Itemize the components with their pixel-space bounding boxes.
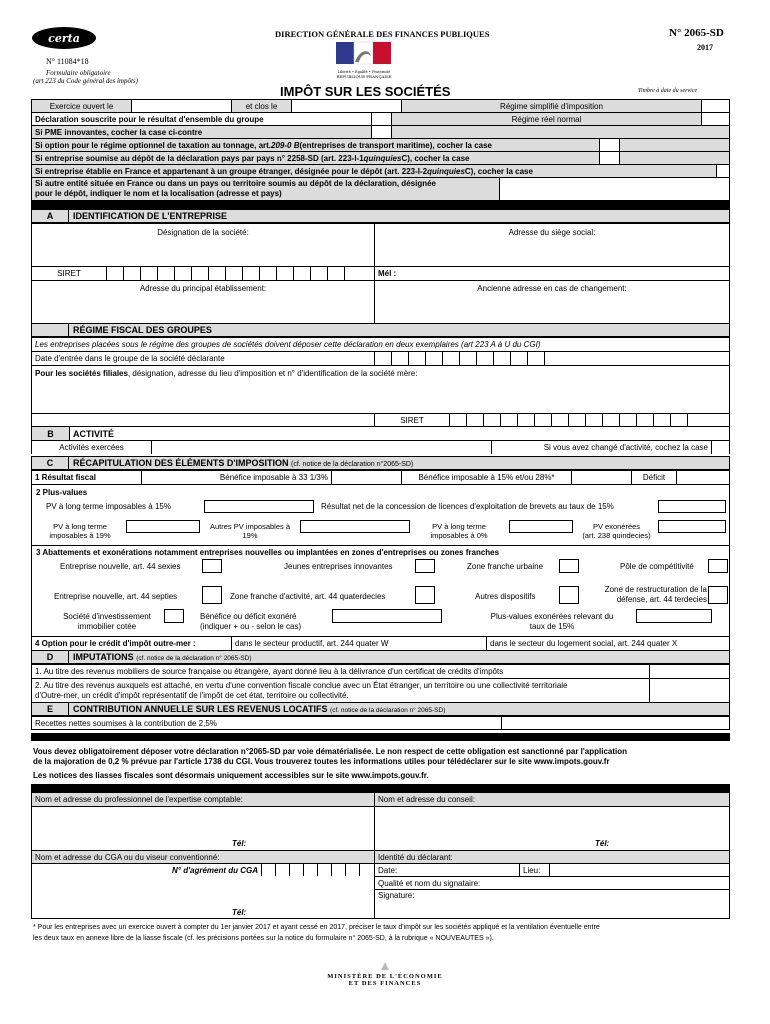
deficit-label: Déficit — [632, 471, 677, 484]
section-c-header: C RÉCAPITULATION DES ÉLÉMENTS D'IMPOSITION (cf. notice de la déclaration n°2065-SD) — [31, 456, 730, 470]
cbc-checkbox[interactable] — [600, 152, 620, 164]
accountant-label: Nom et adresse du professionnel de l'expertise comptable: — [32, 793, 375, 806]
profit-33-input[interactable] — [332, 471, 402, 484]
marianne-logo: Liberté • Égalité • Fraternité RÉPUBLIQUE FRANÇAISE — [333, 40, 395, 82]
lt-0-label: PV à long terme imposables à 0% — [430, 522, 488, 540]
new-44-sexies-label: Entreprise nouvelle, art. 44 sexies — [60, 562, 181, 571]
overseas-credit-row — [31, 636, 730, 650]
profit-33-label: Bénéfice imposable à 33 1/3% — [142, 471, 332, 484]
lt-0-input[interactable] — [509, 520, 573, 533]
exercise-open-date[interactable] — [132, 100, 232, 112]
fiscal-result-label: 1 Résultat fiscal — [32, 471, 142, 484]
advisor-tel[interactable]: Tél: — [595, 838, 610, 848]
exercise-row — [31, 99, 730, 112]
new-44-septies-checkbox[interactable] — [202, 586, 222, 604]
exercise-open-label: Exercice ouvert le — [32, 100, 132, 112]
advisor-label: Nom et adresse du conseil: — [378, 795, 475, 804]
date-stamp-label: Timbre à date du service — [638, 88, 698, 94]
date-label[interactable]: Date: — [375, 864, 520, 876]
gains-15-label: Plus-values exonérées relevant du taux de 15% — [490, 612, 614, 631]
signature-row — [31, 889, 730, 919]
reit-label: Société d'investissement immobilier cotée — [63, 612, 151, 631]
section-e-header: E CONTRIBUTION ANNUELLE SUR LES REVENUS LOCATIFS (cf. notice de la déclaration n° 2065-SD) — [31, 702, 730, 716]
group-note: Les entreprises placées sous le régime des groupes de sociétés doivent déposer cette déclaration en deux exemplaires (art 223 A à U du CGI) — [35, 340, 541, 349]
new-44-sexies-checkbox[interactable] — [202, 559, 222, 573]
siret-grid[interactable] — [107, 267, 375, 280]
lt-15-input[interactable] — [204, 500, 314, 513]
form-year: 2017 — [697, 43, 713, 52]
overall-result-checkbox[interactable] — [372, 113, 392, 125]
capital-gains-block — [31, 484, 730, 545]
designation-label[interactable]: Désignation de la société: — [32, 224, 375, 266]
cga-label: Nom et adresse du CGA ou du viseur conventionné: — [32, 851, 375, 863]
overall-result-row — [31, 112, 730, 125]
signature-label[interactable]: Signature: — [375, 889, 729, 918]
pme-row — [31, 125, 730, 138]
cga-tel[interactable]: Tél: — [32, 889, 375, 918]
other-19-input[interactable] — [300, 520, 410, 533]
company-names-row — [31, 223, 730, 266]
lt-19-label: PV à long terme imposables à 19% — [49, 522, 111, 540]
tel-row — [31, 836, 730, 850]
lt-15-label: PV à long terme imposables à 15% — [46, 502, 171, 511]
signatory-label[interactable]: Qualité et nom du signataire: — [375, 876, 729, 889]
tonnage-row — [31, 138, 730, 151]
competitiveness-label: Pôle de compétitivité — [620, 562, 694, 571]
urban-zone-label: Zone franche urbaine — [467, 562, 544, 571]
section-b-header: B ACTIVITÉ — [31, 426, 730, 440]
activity-row — [31, 440, 730, 454]
urban-zone-checkbox[interactable] — [559, 559, 579, 573]
pme-label: Si PME innovantes, cocher la case ci-contre — [32, 126, 372, 138]
other-devices-label: Autres dispositifs — [475, 592, 536, 601]
section-d-header: D IMPUTATIONS (cf. notice de la déclaration n° 2065-SD) — [31, 650, 730, 664]
old-address-label[interactable]: Ancienne adresse en cas de changement: — [477, 284, 627, 293]
new-44-septies-label: Entreprise nouvelle, art. 44 septies — [54, 592, 178, 601]
activities-label: Activités exercées — [32, 441, 152, 454]
allowances-block — [31, 545, 730, 636]
patents-label: Résultat net de la concession de licences d'exploitation de brevets au taux de 15% — [321, 502, 614, 511]
parent-siret-grid[interactable] — [450, 414, 729, 426]
imputation-1-input[interactable] — [650, 665, 729, 678]
activity-zone-checkbox[interactable] — [415, 586, 435, 604]
siret-label: SIRET — [32, 267, 107, 280]
social-housing-label[interactable]: dans le secteur du logement social, art. 244 quater X — [490, 639, 678, 648]
exempt-gains-label: PV exonérées (art. 238 quindecies) — [582, 522, 651, 540]
other-entity-input[interactable] — [500, 178, 729, 200]
place-label: Lieu: — [520, 864, 550, 876]
addresses-row — [31, 280, 730, 323]
imputation-1-row — [31, 664, 730, 678]
approval-row — [31, 863, 730, 876]
subsidiaries-row — [31, 365, 730, 413]
group-regime-header: RÉGIME FISCAL DES GROUPES — [31, 323, 730, 337]
ministry-logo: MINISTÈRE DE L'ÉCONOMIE ET DES FINANCES — [300, 962, 470, 987]
rental-receipts-label: Recettes nettes soumises à la contribution de 2,5% — [32, 717, 502, 729]
entry-date-grid[interactable] — [375, 352, 545, 365]
pme-checkbox[interactable] — [372, 126, 392, 138]
declarant-label: Identité du déclarant: — [378, 852, 453, 862]
reit-checkbox[interactable] — [164, 609, 184, 623]
regime-simple-checkbox[interactable] — [702, 100, 729, 112]
other-entity-label: Si autre entité située en France ou dans un pays ou territoire soumis au dépôt de la déclaration, désignée pour le dépôt, indiquer le nom et la localisation (adresse et pays) — [32, 178, 500, 200]
activities-input[interactable] — [152, 441, 492, 454]
mandatory-label: Formulaire obligatoire — [46, 69, 111, 77]
regime-real-label: Régime réel normal — [392, 113, 702, 125]
other-entity-row — [31, 177, 730, 201]
young-innov-label: Jeunes entreprises innovantes — [284, 562, 393, 571]
gains-15-input[interactable] — [636, 609, 712, 623]
profit-15-label: Bénéfice imposable à 15% et/ou 28%* — [402, 471, 572, 484]
direction-title: DIRECTION GÉNÉRALE DES FINANCES PUBLIQUES — [275, 29, 490, 39]
tonnage-checkbox[interactable] — [600, 139, 620, 151]
regime-simple-label: Régime simplifié d'imposition — [402, 100, 702, 112]
cga-approval-label: N° d'agrément du CGA — [32, 864, 262, 876]
exercise-closed-date[interactable] — [292, 100, 402, 112]
main-address-label[interactable]: Adresse du principal établissement: — [32, 281, 375, 323]
tonnage-label: Si option pour le régime optionnel de taxation au tonnage, art. 209-0 B (entreprises de transport maritime), cocher la case — [32, 139, 600, 151]
overall-result-label: Déclaration souscrite pour le résultat d'ensemble du groupe — [32, 113, 372, 125]
page-title: IMPÔT SUR LES SOCIÉTÉS — [280, 84, 451, 99]
place-input[interactable] — [550, 864, 729, 876]
competitiveness-checkbox[interactable] — [708, 559, 728, 573]
section-a-header: A IDENTIFICATION DE L'ENTREPRISE — [31, 209, 730, 223]
foreign-group-row — [31, 164, 730, 177]
defense-zone-label: Zone de restructuration de la défense, art. 44 terdecies — [604, 585, 707, 604]
advisor-input[interactable] — [375, 807, 729, 836]
foreign-group-label: Si entreprise établie en France et appartenant à un groupe étranger, désignée pour le dépôt (art. 223-I-2 quinquies C), cocher la case — [32, 165, 717, 177]
imputation-2-row — [31, 678, 730, 702]
contacts-input-row — [31, 806, 730, 836]
deficit-input[interactable] — [677, 471, 729, 484]
capital-gains-label: 2 Plus-values — [36, 488, 88, 497]
ministry-emblem-icon — [375, 962, 395, 972]
activity-zone-label: Zone franche d'activité, art. 44 quaterdecies — [230, 592, 386, 601]
certa-logo: certa — [32, 27, 96, 49]
exempt-profit-input[interactable] — [332, 609, 442, 623]
entry-date-row — [31, 351, 730, 365]
cbc-label: Si entreprise soumise au dépôt de la déclaration pays par pays n° 2258-SD (art. 223-I-1 quinquies C), cocher la case — [32, 152, 600, 164]
other-19-label: Autres PV imposables à 19% — [209, 522, 291, 540]
changed-activity-checkbox[interactable] — [712, 441, 729, 454]
parent-siret-row — [31, 413, 730, 426]
exempt-gains-input[interactable] — [658, 520, 726, 533]
defense-zone-checkbox[interactable] — [708, 586, 728, 604]
foreign-group-checkbox[interactable] — [717, 165, 729, 177]
siret-row — [31, 266, 730, 280]
parent-siret-label: SIRET — [375, 414, 450, 426]
exempt-profit-label: Bénéfice ou déficit exonéré (indiquer + ou - selon le cas) — [200, 612, 302, 631]
imputation-1-label: 1. Au titre des revenus mobiliers de source française ou étrangère, ayant donné lieu à la délivrance d'un certificat de crédits d'impôts — [32, 665, 650, 678]
regime-real-checkbox[interactable] — [702, 113, 729, 125]
rental-row — [31, 716, 730, 730]
contacts-header-row — [31, 792, 730, 806]
productive-sector-label[interactable]: dans le secteur productif, art. 244 quater W — [232, 637, 487, 650]
cga-approval-grid[interactable] — [262, 864, 375, 876]
entry-date-label: Date d'entrée dans le groupe de la société déclarante — [32, 352, 375, 365]
accountant-tel[interactable]: Tél: — [32, 836, 375, 850]
imputation-2-input[interactable] — [650, 679, 729, 702]
allowances-label: 3 Abattements et exonérations notamment entreprises nouvelles ou implantées en zones d'entreprises ou zones franches — [36, 548, 500, 557]
group-note-row — [31, 337, 730, 351]
form-reference: N° 11084*18 — [46, 57, 89, 66]
hq-address-label[interactable]: Adresse du siège social: — [508, 228, 596, 237]
signatory-row — [31, 876, 730, 889]
fiscal-result-row — [31, 470, 730, 484]
young-innov-checkbox[interactable] — [415, 559, 435, 573]
profit-15-input[interactable] — [572, 471, 632, 484]
exercise-closed-label: et clos le — [232, 100, 292, 112]
footnote: * Pour les entreprises avec un exercice ouvert à compter du 1er janvier 2017 et ayant cessé en 2017, préciser le taux d'impôt sur les sociétés appliqué et la ventilation éventuelle entre les deux taux en annexe libre de la liasse fiscale (cf. les précisions portées sur la notice du formulaire n° 2065-SD, à la rubrique « NOUVEAUTES »). — [33, 924, 600, 942]
cbc-row — [31, 151, 730, 164]
patents-input[interactable] — [658, 500, 726, 513]
email-label[interactable]: Mél : — [378, 269, 397, 278]
code-reference: (art 223 du Code général des impôts) — [33, 77, 138, 85]
cga-header-row — [31, 850, 730, 863]
subsidiaries-label[interactable]: Pour les sociétés filiales , désignation, adresse du lieu d'imposition et n° d'identification de la société mère: — [35, 369, 418, 378]
rental-receipts-input[interactable] — [502, 717, 729, 729]
changed-activity-label: Si vous avez changé d'activité, cochez la case — [492, 441, 712, 454]
accountant-input[interactable] — [32, 807, 375, 836]
imputation-2-label: 2. Au titre des revenus auxquels est attaché, en vertu d'une convention fiscale conclue avec un État étranger, un territoire ou une collectivité territoriale d'Outre-mer, un crédit d'impôt représentatif de l'impôt de cet état, territoire ou collectivité. — [32, 679, 650, 702]
e-filing-notice: Vous devez obligatoirement déposer votre déclaration n°2065-SD par voie dématérialisée. Le non respect de cette obligation est sanctionné par l'application de la majoration de 0,2 % prévue par l'article 1738 du CGI. Vous trouverez toutes les informations utiles pour télédéclarer sur le site www.impots.gouv.fr Les notices des liasses fiscales sont désormais uniquement accessibles sur le site www.impots.gouv.fr. — [33, 747, 628, 780]
form-number: N° 2065-SD — [669, 27, 724, 39]
lt-19-input[interactable] — [126, 520, 200, 533]
other-devices-checkbox[interactable] — [559, 586, 579, 604]
overseas-credit-label: 4 Option pour le crédit d'impôt outre-mer : — [32, 637, 232, 650]
